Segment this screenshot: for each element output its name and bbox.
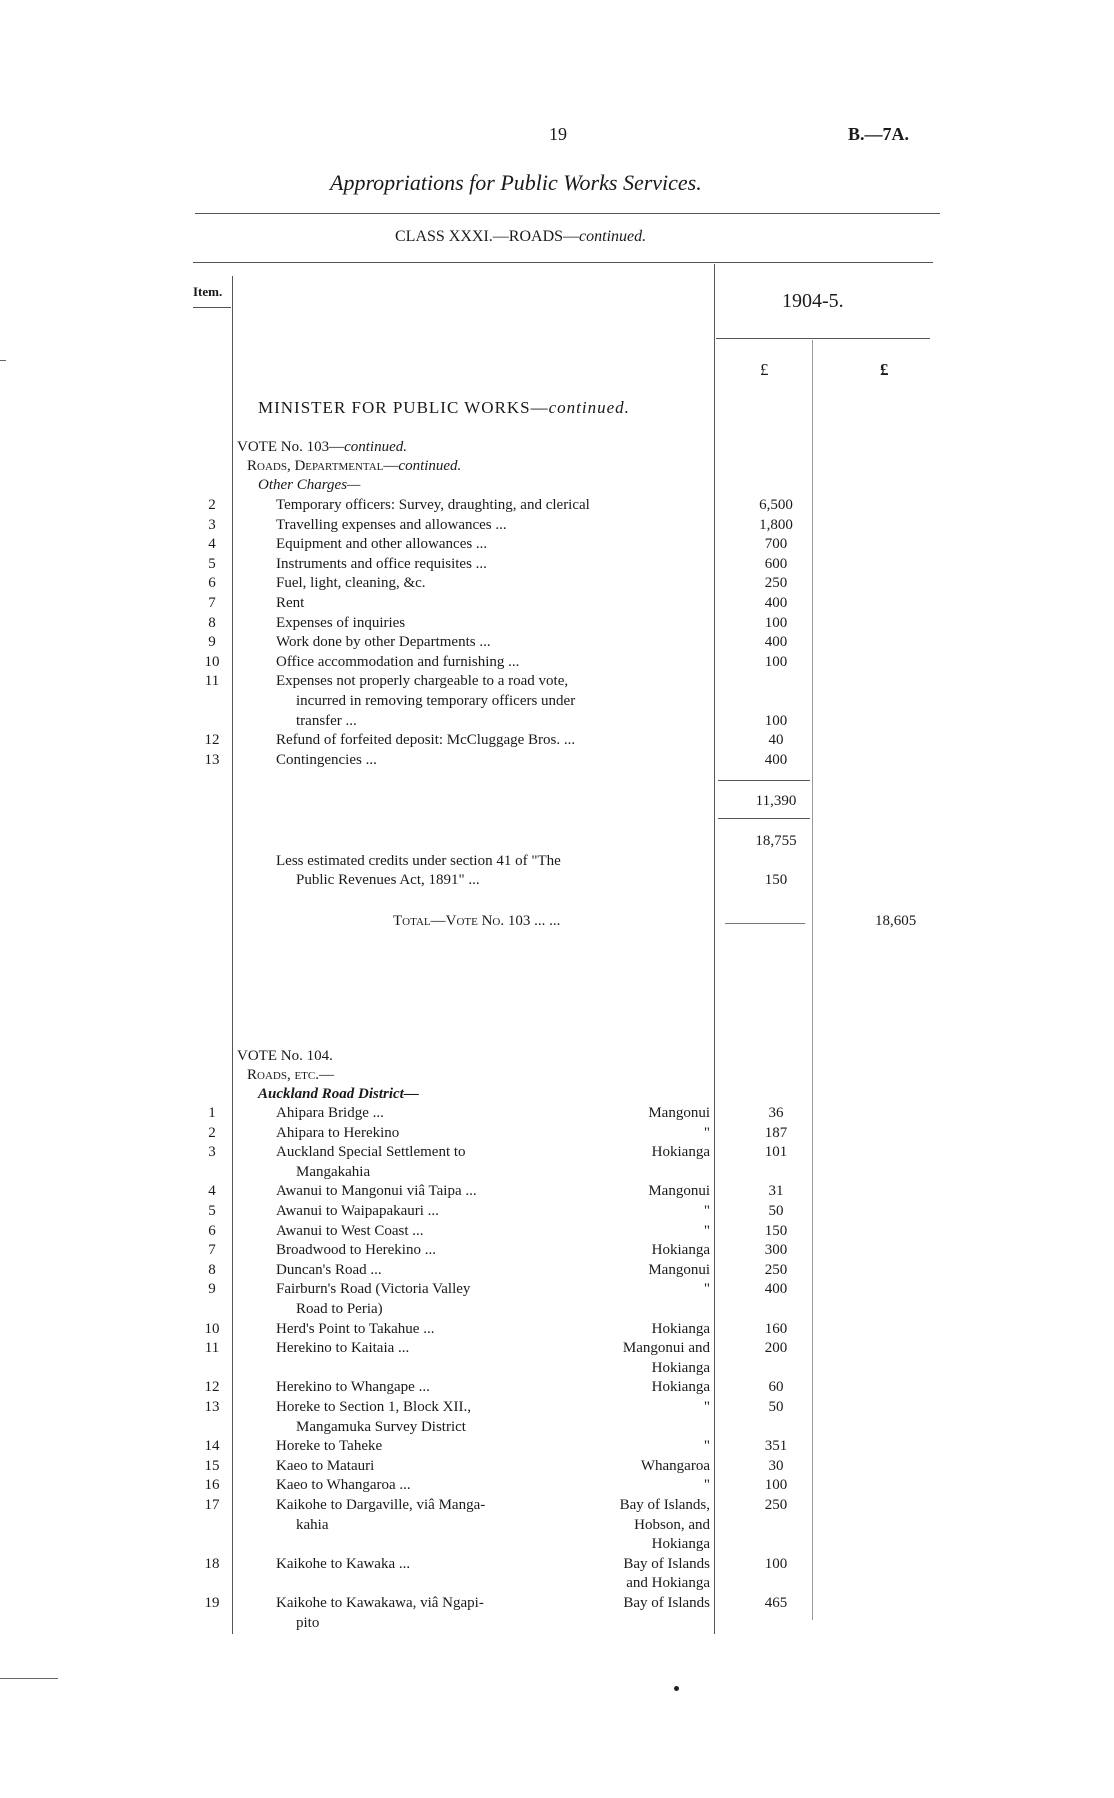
item-description: Travelling expenses and allowances ...	[276, 516, 507, 533]
class-heading	[395, 228, 646, 246]
item-description: Herekino to Whangape ...	[276, 1379, 430, 1396]
county-name: Bay of Islands,	[619, 1497, 710, 1513]
item-description: Herd's Point to Takahue ...	[276, 1320, 435, 1337]
vote-103-total-label: Total—Vote No. 103 ... ...	[393, 913, 561, 929]
item-number: 2	[208, 1124, 216, 1141]
item-description: Equipment and other allowances ...	[276, 536, 488, 553]
item-amount: 300	[764, 1242, 788, 1259]
item-amount: 250	[764, 575, 788, 592]
item-number: 17	[204, 1497, 220, 1513]
vote-103-subheading	[247, 457, 461, 476]
currency-symbol-amount: £	[760, 360, 769, 379]
item-amount: 250	[764, 1497, 788, 1513]
item-description: Mangakahia	[296, 1163, 371, 1180]
vote-103-continued: continued.	[344, 439, 407, 455]
item-description: Ahipara Bridge ...	[276, 1105, 384, 1121]
auckland-district-heading: Auckland Road District—	[258, 1086, 419, 1102]
item-description: Mangamuka Survey District	[296, 1418, 466, 1435]
item-number: 14	[204, 1438, 220, 1455]
vote-103-subheading-continued: continued.	[398, 458, 462, 474]
item-description: Kaikohe to Kawakawa, viâ Ngapi-	[276, 1595, 484, 1611]
item-number: 11	[204, 673, 220, 690]
minister-heading	[258, 398, 630, 418]
item-number: 9	[208, 1281, 216, 1298]
item-amount: 50	[768, 1399, 784, 1415]
item-number: 6	[208, 575, 216, 592]
page-title: Appropriations for Public Works Services.	[330, 170, 702, 195]
table-top-rule	[193, 262, 933, 263]
item-amount: 60	[768, 1379, 784, 1396]
item-description: Awanui to Waipapakauri ...	[276, 1203, 439, 1219]
year-underline	[716, 338, 930, 339]
item-description: Horeke to Taheke	[276, 1438, 383, 1455]
item-amount: 31	[768, 1183, 784, 1200]
item-description: Expenses of inquiries	[276, 614, 406, 631]
item-number: 11	[204, 1340, 220, 1357]
county-name: Whangaroa	[640, 1457, 710, 1474]
item-amount: 187	[764, 1124, 788, 1141]
item-number: 6	[208, 1222, 216, 1239]
item-description: Awanui to Mangonui viâ Taipa ...	[276, 1183, 477, 1200]
currency-symbol-total: £	[880, 360, 889, 379]
item-description: Expenses not properly chargeable to a road vote,	[276, 673, 569, 690]
county-name: "	[703, 1477, 710, 1494]
item-amount: 50	[768, 1203, 784, 1219]
margin-mark-bottom	[0, 1678, 58, 1679]
item-amount: 40	[768, 732, 784, 749]
subtotal-rule	[718, 780, 810, 781]
item-amount: 465	[764, 1595, 788, 1611]
item-number: 19	[204, 1595, 220, 1611]
county-name: Hokianga	[651, 1320, 710, 1337]
other-charges-heading: Other Charges—	[258, 477, 361, 493]
margin-mark-top	[0, 360, 6, 361]
item-number: 9	[208, 634, 216, 651]
item-number: 15	[204, 1457, 220, 1474]
item-description: Auckland Special Settlement to	[276, 1144, 466, 1161]
item-amount: 6,500	[759, 497, 793, 513]
item-description: Contingencies ...	[276, 751, 377, 768]
item-number: 10	[204, 1320, 220, 1337]
county-name: Hokianga	[651, 1379, 710, 1396]
page-dot	[674, 1686, 679, 1691]
county-name: "	[703, 1222, 710, 1239]
item-amount: 400	[764, 595, 788, 611]
item-amount: 400	[764, 634, 788, 651]
item-number: 7	[208, 595, 216, 611]
item-description: Rent	[276, 595, 305, 611]
county-name: and Hokianga	[626, 1575, 710, 1592]
county-name: Hokianga	[651, 1144, 710, 1161]
county-name: Hokianga	[651, 1242, 710, 1259]
item-amount: 100	[764, 614, 788, 631]
item-amount: 351	[764, 1438, 788, 1455]
item-amount: 200	[764, 1340, 788, 1357]
item-amount: 400	[764, 751, 788, 768]
item-description: Fuel, light, cleaning, &c.	[276, 575, 426, 592]
item-number: 1	[208, 1105, 216, 1121]
vote-103-subtotal: 11,390	[755, 793, 797, 809]
item-number: 13	[204, 751, 220, 768]
county-name: "	[703, 1399, 710, 1415]
county-name: Mangonui and	[622, 1340, 710, 1357]
item-number: 4	[208, 1183, 216, 1200]
item-description: kahia	[296, 1516, 329, 1533]
item-number: 8	[208, 1261, 216, 1278]
item-amount: 400	[764, 1281, 788, 1298]
item-description: Kaeo to Whangaroa ...	[276, 1477, 411, 1494]
less-credits-line-2: Public Revenues Act, 1891" ...	[296, 872, 480, 888]
total-rule	[725, 923, 805, 924]
item-number: 12	[204, 732, 220, 749]
county-name: "	[703, 1203, 710, 1219]
item-number: 18	[204, 1555, 220, 1572]
class-heading-text: CLASS XXXI.—ROADS—	[395, 228, 580, 245]
less-credits-amount: 150	[764, 872, 788, 888]
county-name: Mangonui	[648, 1105, 710, 1121]
item-amount: 160	[764, 1320, 788, 1337]
item-amount: 30	[768, 1457, 784, 1474]
item-amount: 36	[768, 1105, 784, 1121]
item-number: 13	[204, 1399, 220, 1415]
item-description: Temporary officers: Survey, draughting, and clerical	[276, 497, 590, 513]
county-name: "	[703, 1124, 710, 1141]
item-column-line	[232, 276, 233, 1634]
vote-103-total: 18,605	[875, 913, 917, 929]
item-description: Refund of forfeited deposit: McCluggage Bros. ...	[276, 732, 576, 749]
county-name: Bay of Islands	[623, 1555, 710, 1572]
item-number: 4	[208, 536, 216, 553]
item-amount: 700	[764, 536, 788, 553]
vote-103-heading	[237, 438, 407, 457]
item-description: Kaikohe to Dargaville, viâ Manga-	[276, 1497, 486, 1513]
county-name: Mangonui	[648, 1261, 710, 1278]
document-reference: B.—7A.	[848, 124, 910, 144]
item-column-header: Item.	[193, 284, 223, 299]
item-description: Office accommodation and furnishing ...	[276, 653, 520, 670]
year-header: 1904-5.	[782, 290, 844, 312]
item-description: Ahipara to Herekino	[276, 1124, 400, 1141]
item-amount: 100	[764, 1555, 788, 1572]
item-number: 3	[208, 516, 216, 533]
minister-heading-continued: continued.	[548, 398, 630, 417]
item-description: transfer ...	[296, 712, 357, 729]
county-name: Hokianga	[651, 1536, 710, 1553]
item-number: 12	[204, 1379, 220, 1396]
vote-103-subheading-text: Roads, Departmental—	[247, 458, 399, 474]
item-amount: 101	[764, 1144, 788, 1161]
item-amount: 100	[764, 712, 788, 729]
item-description: Awanui to West Coast ...	[276, 1222, 424, 1239]
item-description: Horeke to Section 1, Block XII.,	[276, 1399, 471, 1415]
item-description: pito	[296, 1614, 320, 1631]
item-number: 2	[208, 497, 216, 513]
item-header-underline	[193, 307, 231, 308]
item-amount: 600	[764, 555, 788, 572]
item-number: 5	[208, 555, 216, 572]
item-amount: 100	[764, 653, 788, 670]
item-number: 8	[208, 614, 216, 631]
gross-rule	[718, 818, 810, 819]
county-name: Hobson, and	[634, 1516, 710, 1533]
county-name: Bay of Islands	[623, 1595, 710, 1611]
item-amount: 250	[764, 1261, 788, 1278]
vote-103-title: VOTE No. 103—	[237, 439, 345, 455]
county-name: "	[703, 1438, 710, 1455]
item-amount: 150	[764, 1222, 788, 1239]
item-description: incurred in removing temporary officers under	[296, 693, 576, 709]
item-description: Work done by other Departments ...	[276, 634, 491, 651]
title-rule	[195, 213, 940, 214]
minister-heading-text: MINISTER FOR PUBLIC WORKS—	[258, 398, 549, 417]
class-heading-continued: continued.	[579, 228, 647, 245]
item-number: 3	[208, 1144, 216, 1161]
page-number: 19	[549, 124, 567, 144]
item-number: 16	[204, 1477, 220, 1494]
item-number: 10	[204, 653, 220, 670]
vote-103-gross: 18,755	[755, 833, 797, 849]
vote-104-heading: VOTE No. 104.	[237, 1048, 333, 1064]
item-description: Broadwood to Herekino ...	[276, 1242, 436, 1259]
item-description: Kaikohe to Kawaka ...	[276, 1555, 411, 1572]
item-number: 5	[208, 1203, 216, 1219]
vote-104-subheading: Roads, etc.—	[247, 1067, 334, 1083]
item-description: Instruments and office requisites ...	[276, 555, 487, 572]
item-description: Duncan's Road ...	[276, 1261, 382, 1278]
county-name: Mangonui	[648, 1183, 710, 1200]
item-description: Road to Peria)	[296, 1301, 383, 1317]
item-amount: 1,800	[759, 516, 793, 533]
county-name: "	[703, 1281, 710, 1298]
less-credits-line-1: Less estimated credits under section 41 of "The	[276, 853, 561, 869]
item-amount: 100	[764, 1477, 788, 1494]
county-name: Hokianga	[651, 1359, 710, 1376]
item-description: Kaeo to Matauri	[276, 1457, 375, 1474]
item-description: Herekino to Kaitaia ...	[276, 1340, 410, 1357]
item-description: Fairburn's Road (Victoria Valley	[276, 1281, 471, 1298]
amount-column-line	[714, 264, 715, 1634]
item-number: 7	[208, 1242, 216, 1259]
